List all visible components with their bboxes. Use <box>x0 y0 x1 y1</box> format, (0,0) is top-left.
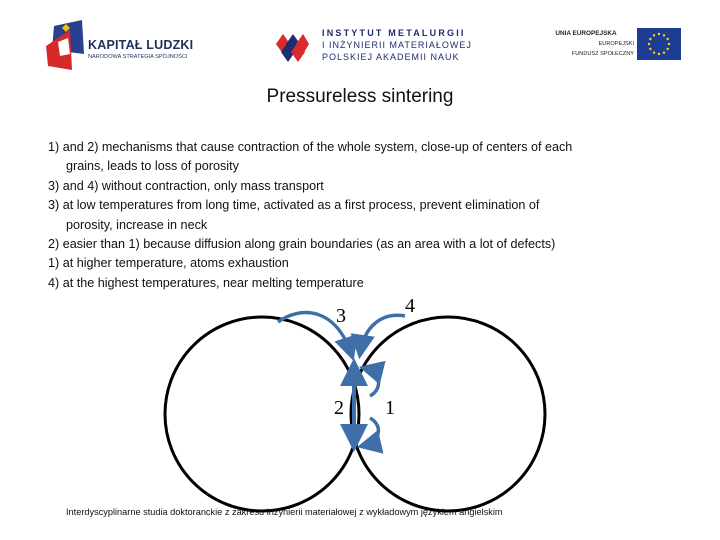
institute-name-line1: INSTYTUT METALURGII <box>322 28 466 38</box>
mechanism-3-arrow <box>278 313 352 356</box>
mechanism-1-arrow-upper <box>364 368 379 396</box>
eu-fund-label-1: EUROPEJSKI <box>598 41 634 47</box>
eu-star-icon <box>648 43 650 45</box>
left-grain-circle <box>165 317 359 511</box>
kapital-ludzki-logo <box>44 20 224 74</box>
eu-flag-icon <box>637 28 681 60</box>
kapital-ludzki-title: KAPITAŁ LUDZKI <box>88 38 194 52</box>
eu-star-icon <box>666 48 668 50</box>
institute-logo <box>270 24 510 72</box>
eu-logo <box>538 26 683 70</box>
eu-star-icon <box>649 48 651 50</box>
kapital-ludzki-emblem-icon <box>44 20 88 74</box>
list-item: 1) and 2) mechanisms that cause contraction of the whole system, close-up of centers of each <box>48 140 573 154</box>
eu-star-icon <box>668 43 670 45</box>
footer-text: Interdyscyplinarne studia doktoranckie z zakresu inżynierii materiałowej z wykładowym językiem angielskim <box>66 507 503 517</box>
institute-name-line2: I INŻYNIERII MATERIAŁOWEJ <box>322 40 472 50</box>
eu-star-icon <box>663 51 665 53</box>
mechanism-4-arrow <box>360 315 405 354</box>
label-2: 2 <box>334 397 344 419</box>
eu-star-icon <box>649 38 651 40</box>
label-1: 1 <box>385 397 395 419</box>
eu-star-icon <box>653 34 655 36</box>
eu-star-icon <box>653 51 655 53</box>
list-item: 1) at higher temperature, atoms exhaustion <box>48 256 289 271</box>
label-3: 3 <box>336 305 346 327</box>
eu-star-icon <box>658 33 660 35</box>
list-item: 3) and 4) without contraction, only mass transport <box>48 178 324 193</box>
institute-emblem-icon <box>274 30 310 64</box>
right-grain-circle <box>351 317 545 511</box>
eu-star-icon <box>663 34 665 36</box>
institute-name-line3: POLSKIEJ AKADEMII NAUK <box>322 52 460 62</box>
eu-fund-label-2: FUNDUSZ SPOŁECZNY <box>571 51 634 57</box>
eu-star-icon <box>666 38 668 40</box>
slide-title: Pressureless sintering <box>266 86 454 107</box>
eu-union-label: UNIA EUROPEJSKA <box>555 30 617 37</box>
list-item: 2) easier than 1) because diffusion along grain boundaries (as an area with a lot of defects) <box>48 237 556 252</box>
list-item-continuation: porosity, increase in neck <box>66 217 208 232</box>
eu-star-icon <box>658 53 660 55</box>
list-item: 3) at low temperatures from long time, activated as a first process, prevent elimination of <box>48 198 540 213</box>
mechanism-list <box>48 138 668 293</box>
mechanism-1-arrow-lower <box>362 418 378 446</box>
list-item-continuation: grains, leads to loss of porosity <box>66 159 239 174</box>
kapital-ludzki-subtitle: NARODOWA STRATEGIA SPÓJNOŚCI <box>88 54 188 60</box>
list-item: 4) at the highest temperatures, near melting temperature <box>48 275 364 290</box>
label-4: 4 <box>405 295 415 317</box>
